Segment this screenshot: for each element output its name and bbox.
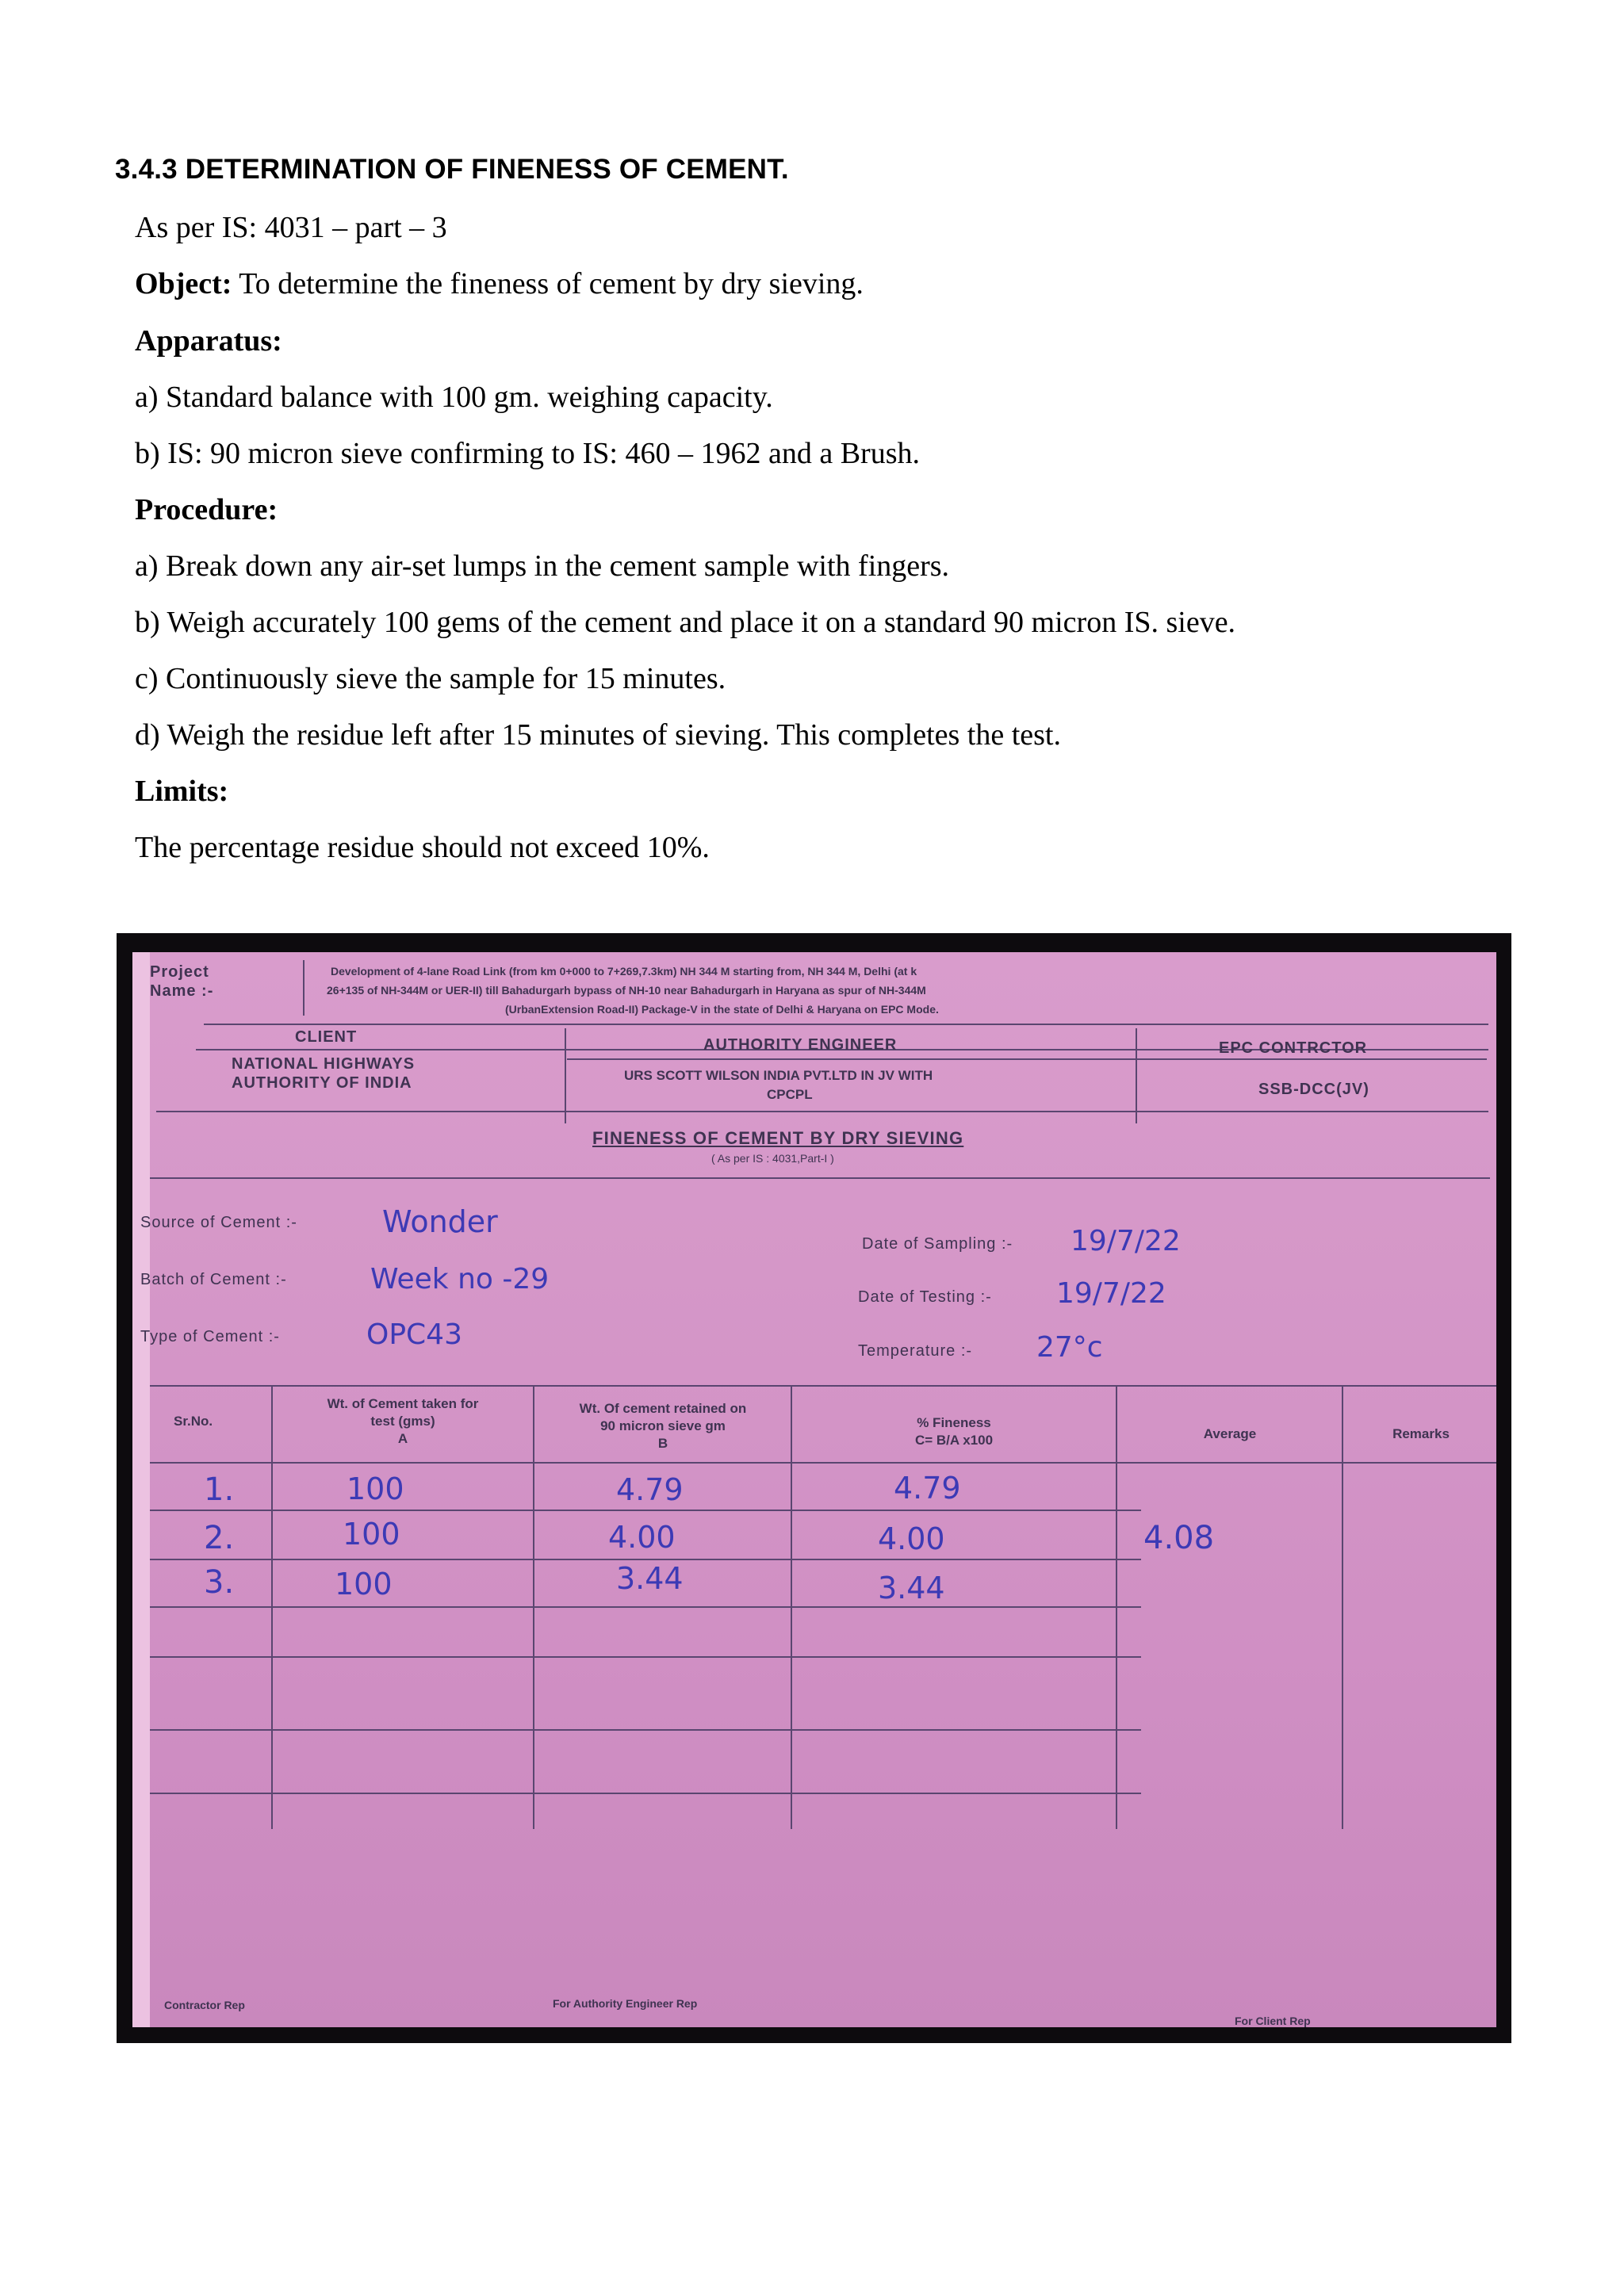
row-sr-no: 1. — [204, 1471, 235, 1508]
row-fineness-c: 3.44 — [878, 1571, 945, 1605]
row-retained-b: 4.00 — [608, 1520, 676, 1555]
torn-edge — [132, 952, 150, 2027]
object-label: Object: — [135, 267, 232, 300]
temperature-label: Temperature :- — [858, 1342, 973, 1360]
client-signature-label: For Client Rep — [1235, 2015, 1311, 2027]
object-paragraph — [135, 266, 864, 301]
type-label: Type of Cement :- — [140, 1328, 280, 1345]
row-weight-a: 100 — [347, 1471, 404, 1506]
project-text: Development of 4-lane Road Link (from km 0+000 to 7+269,7.3km) NH 344 M starting from, NH 344 M, Delhi (at k — [331, 965, 917, 978]
project-text: (UrbanExtension Road-II) Package-V in the state of Delhi & Haryana on EPC Mode. — [505, 1003, 939, 1016]
form-photo — [117, 933, 1511, 2043]
testing-date-label: Date of Testing :- — [858, 1288, 992, 1306]
standard-reference: As per IS: 4031 – part – 3 — [135, 211, 447, 244]
sampling-date-value: 19/7/22 — [1071, 1225, 1181, 1257]
temperature-value: 27°c — [1036, 1331, 1103, 1364]
section-heading: 3.4.3 DETERMINATION OF FINENESS OF CEMENT. — [115, 154, 789, 185]
client-label: CLIENT — [295, 1028, 358, 1046]
column-header-retained: 90 micron sieve gm — [600, 1418, 726, 1433]
project-label: Project — [150, 963, 209, 981]
apparatus-label: Apparatus: — [135, 324, 282, 358]
form-title: FINENESS OF CEMENT BY DRY SIEVING — [592, 1128, 964, 1148]
procedure-step: b) Weigh accurately 100 gems of the cement and place it on a standard 90 micron IS. sieve. — [135, 606, 1236, 639]
contractor-signature-label: Contractor Rep — [164, 1999, 245, 2011]
authority-engineer-name: CPCPL — [767, 1087, 813, 1102]
column-header-weight: A — [397, 1431, 408, 1446]
client-name: NATIONAL HIGHWAYS — [232, 1055, 416, 1073]
object-text: To determine the fineness of cement by dry sieving. — [232, 267, 864, 300]
column-header-retained: B — [657, 1436, 668, 1451]
row-fineness-c: 4.00 — [878, 1521, 945, 1556]
test-form-sheet — [132, 952, 1496, 2027]
column-header-retained: Wt. Of cement retained on — [579, 1401, 747, 1416]
procedure-label: Procedure: — [135, 493, 278, 526]
apparatus-item: a) Standard balance with 100 gm. weighing capacity. — [135, 381, 773, 414]
column-header-srno: Sr.No. — [174, 1414, 213, 1429]
batch-value: Week no -29 — [370, 1263, 550, 1295]
epc-contractor-label: EPC CONTRCTOR — [1219, 1039, 1368, 1057]
row-retained-b: 3.44 — [616, 1561, 684, 1596]
type-value: OPC43 — [366, 1318, 462, 1351]
row-retained-b: 4.79 — [616, 1472, 684, 1507]
column-header-weight: test (gms) — [370, 1414, 435, 1429]
average-value: 4.08 — [1143, 1520, 1215, 1556]
project-text: 26+135 of NH-344M or UER-II) till Bahadurgarh bypass of NH-10 near Bahadurgarh in Haryana as spur of NH-344M — [327, 984, 926, 997]
source-label: Source of Cement :- — [140, 1214, 297, 1231]
row-fineness-c: 4.79 — [894, 1471, 961, 1506]
procedure-step: a) Break down any air-set lumps in the cement sample with fingers. — [135, 549, 950, 583]
column-header-average: Average — [1203, 1426, 1257, 1441]
limits-label: Limits: — [135, 775, 229, 808]
authority-engineer-name: URS SCOTT WILSON INDIA PVT.LTD IN JV WITH — [624, 1068, 933, 1083]
apparatus-item: b) IS: 90 micron sieve confirming to IS: 460 – 1962 and a Brush. — [135, 437, 920, 470]
client-name: AUTHORITY OF INDIA — [232, 1074, 412, 1092]
row-weight-a: 100 — [335, 1567, 393, 1601]
authority-engineer-label: AUTHORITY ENGINEER — [703, 1036, 898, 1054]
column-header-remarks: Remarks — [1392, 1426, 1450, 1441]
limits-text: The percentage residue should not exceed 10%. — [135, 831, 710, 864]
testing-date-value: 19/7/22 — [1056, 1277, 1166, 1310]
sampling-date-label: Date of Sampling :- — [862, 1235, 1013, 1253]
form-subtitle: ( As per IS : 4031,Part-I ) — [711, 1152, 834, 1165]
batch-label: Batch of Cement :- — [140, 1271, 287, 1288]
column-header-fineness: % Fineness — [917, 1415, 991, 1430]
project-label: Name :- — [150, 982, 214, 1000]
source-value: Wonder — [382, 1204, 498, 1239]
epc-contractor-name: SSB-DCC(JV) — [1258, 1081, 1369, 1098]
authority-signature-label: For Authority Engineer Rep — [553, 1997, 698, 2010]
procedure-step: d) Weigh the residue left after 15 minutes of sieving. This completes the test. — [135, 718, 1061, 752]
row-sr-no: 3. — [204, 1564, 235, 1601]
row-weight-a: 100 — [343, 1517, 400, 1552]
column-header-weight: Wt. of Cement taken for — [327, 1396, 479, 1411]
row-sr-no: 2. — [204, 1520, 235, 1556]
column-header-fineness: C= B/A x100 — [914, 1433, 994, 1448]
procedure-step: c) Continuously sieve the sample for 15 minutes. — [135, 662, 726, 695]
